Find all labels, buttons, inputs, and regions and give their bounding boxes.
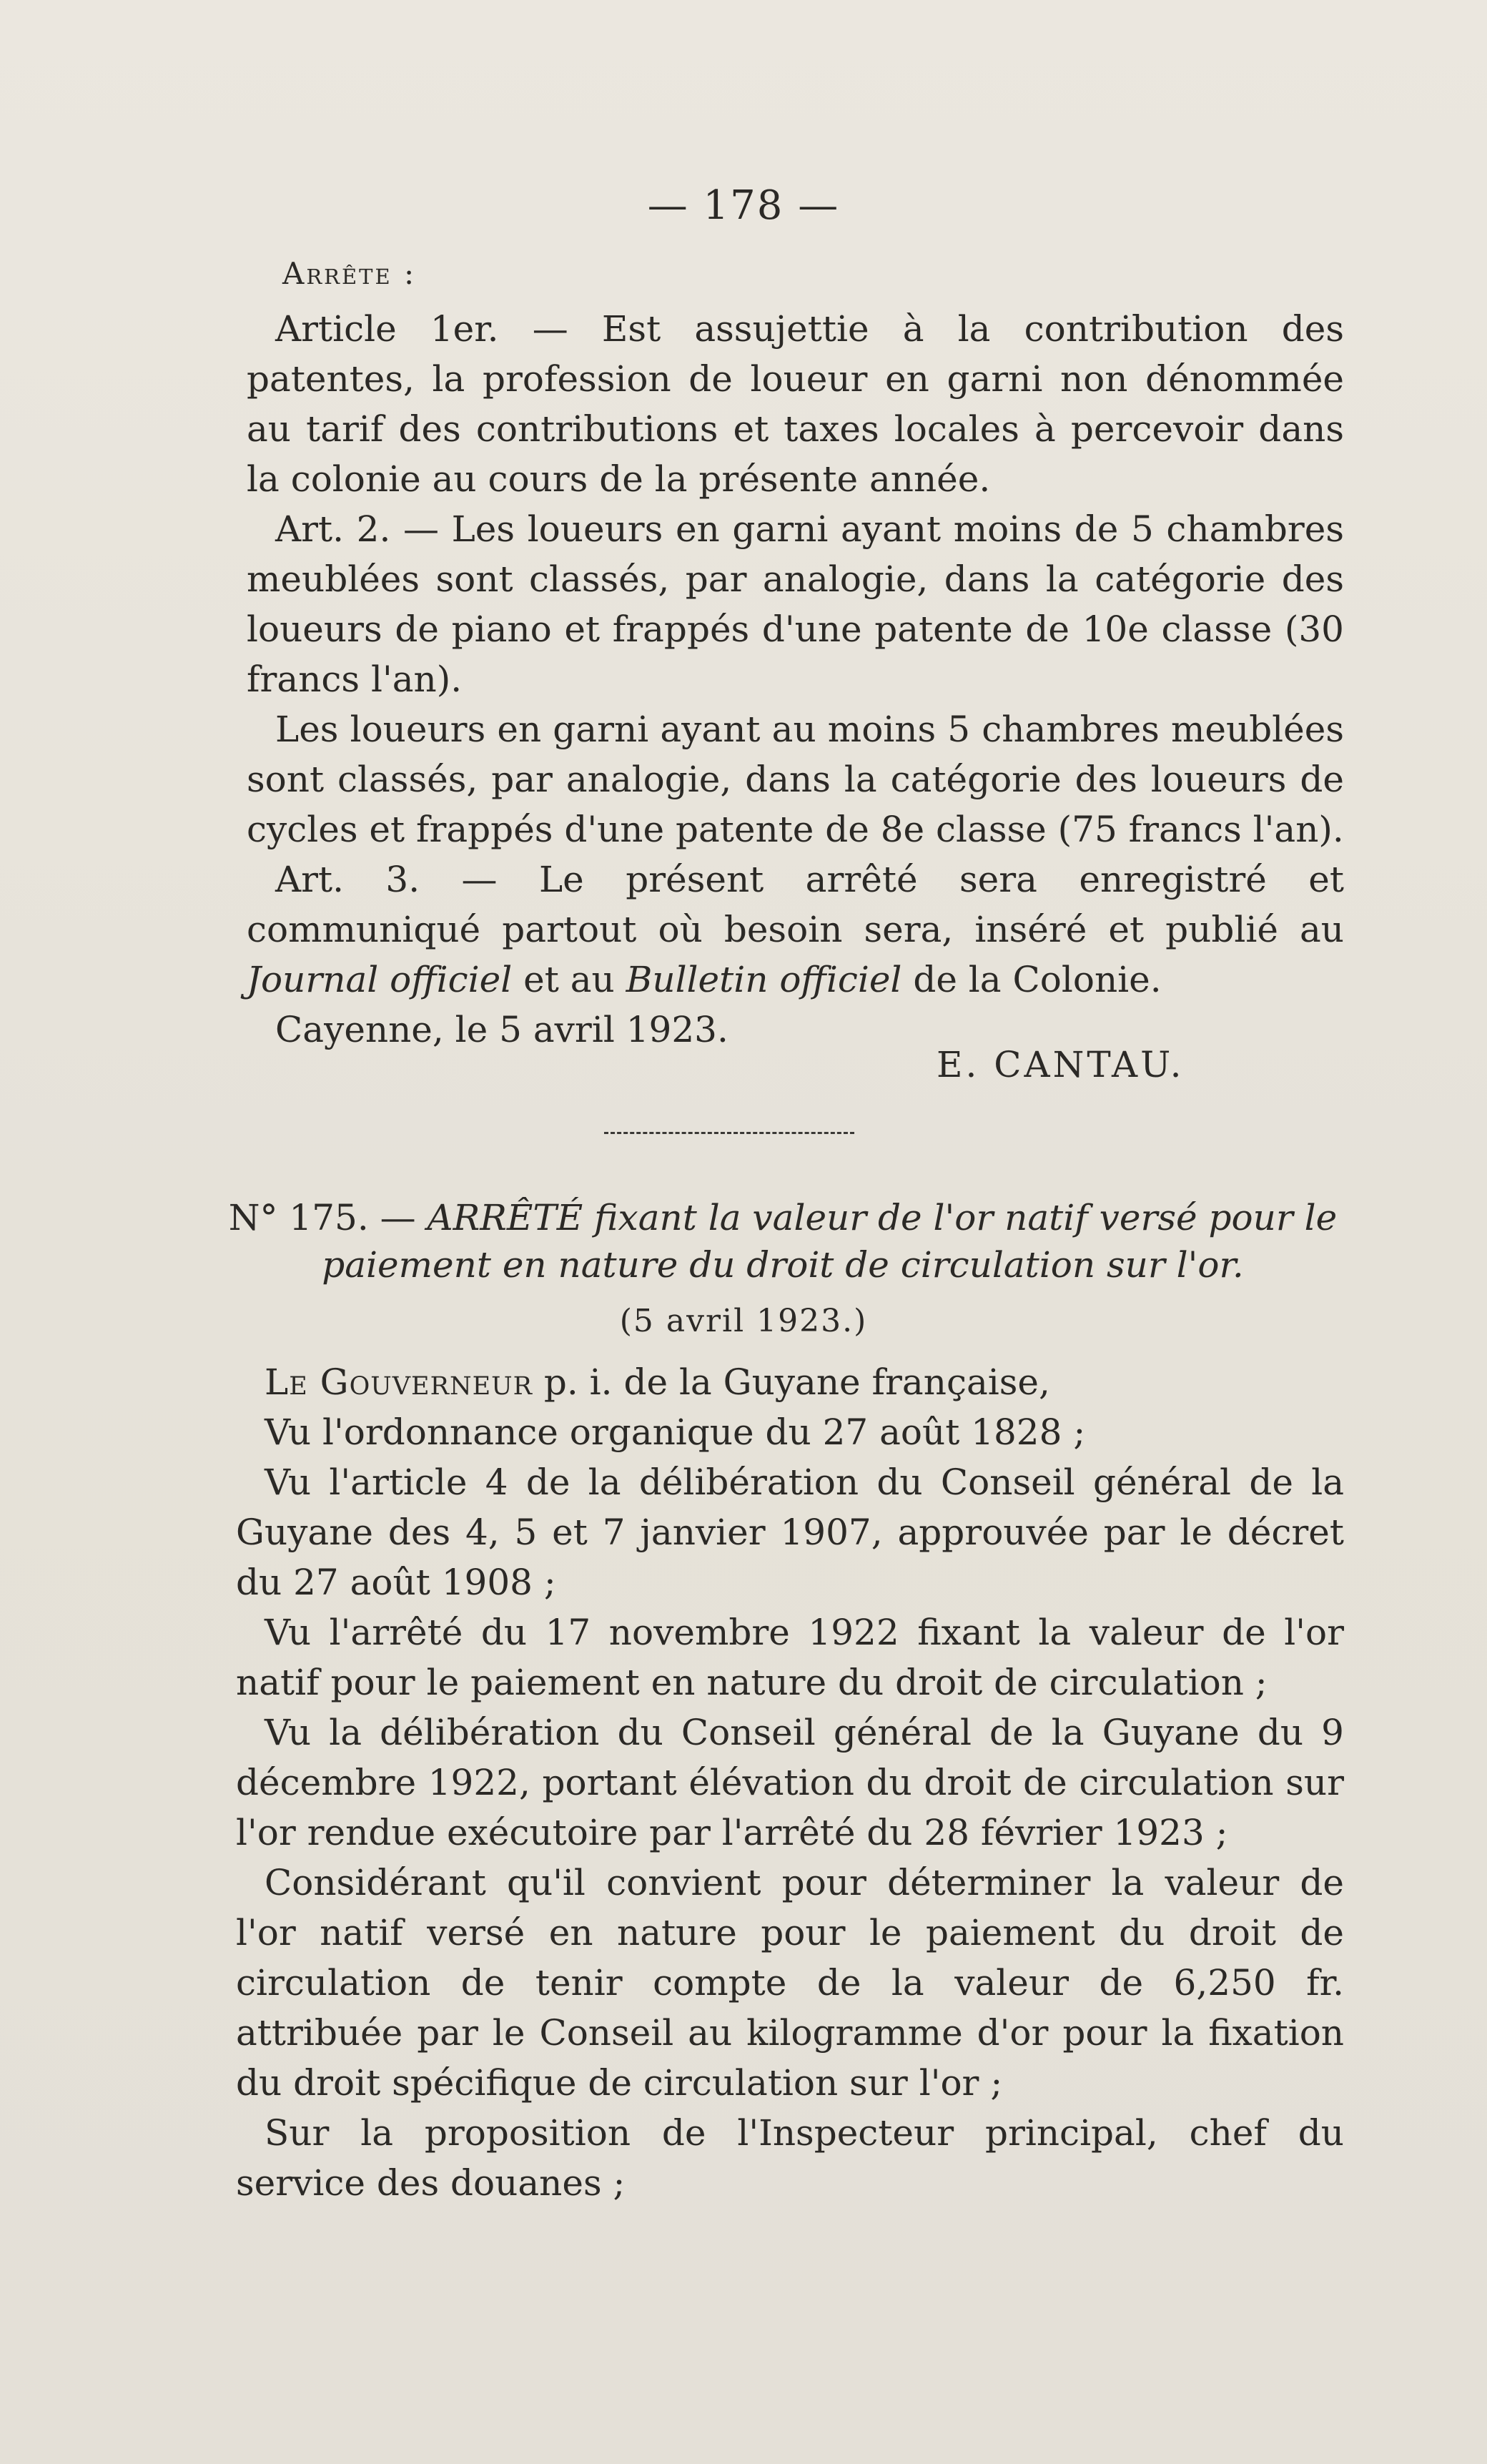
vu-arrete <box>236 1607 1344 1707</box>
article-2b-text: Les loueurs en garni ayant au moins 5 chambres meublées sont classés, par analogie, dans la catégorie des loueurs de cycles et frappés d'une patente de 8e classe (75 francs l'an). <box>247 709 1344 850</box>
article-3-text: Art. 3. — Le présent arrêté sera enregistré et communiqué partout où besoin sera, inséré et publié au <box>247 859 1344 950</box>
section-separator <box>604 1132 854 1134</box>
journal-officiel: Journal officiel <box>247 959 513 1000</box>
article-2 <box>247 504 1344 704</box>
vu-3-text: Vu l'arrêté du 17 novembre 1922 fixant la valeur de l'or natif pour le paiement en nature du droit de circulation ; <box>236 1612 1344 1703</box>
sur-proposition <box>236 2108 1344 2208</box>
bulletin-officiel: Bulletin officiel <box>626 959 902 1000</box>
gouverneur-rest: p. i. de la Guyane française, <box>532 1361 1050 1403</box>
vu-article <box>236 1457 1344 1607</box>
considerant-text: Considérant qu'il convient pour déterminer la valeur de l'or natif versé en nature pour le paiement du droit de circulation de tenir compte de la valeur de 6,250 fr. attribuée par le Conseil au kilogramme d'or pour la fixation du droit spécifique de circulation sur l'or ; <box>236 1862 1344 2104</box>
decree-body <box>236 1357 1344 2208</box>
vu-deliberation <box>236 1707 1344 1858</box>
page-number: — 178 — <box>647 182 840 229</box>
vu-4-text: Vu la délibération du Conseil général de la Guyane du 9 décembre 1922, portant élévation du droit de circulation sur l'or rendue exécutoire par l'arrêté du 28 février 1923 ; <box>236 1712 1344 1853</box>
decree-date: (5 avril 1923.) <box>619 1303 868 1339</box>
considerant <box>236 1858 1344 2108</box>
sur-proposition-text: Sur la proposition de l'Inspecteur principal, chef du service des douanes ; <box>236 2112 1344 2204</box>
signature: E. CANTAU. <box>937 1044 1185 1085</box>
arrete-heading: Arrête : <box>282 256 417 291</box>
article-3-end: de la Colonie. <box>901 959 1162 1000</box>
article-1-text: Article 1er. — Est assujettie à la contribution des patentes, la profession de loueur en garni non dénommée au tarif des contributions et taxes locales à percevoir dans la colonie au cours de la présente année. <box>247 308 1344 500</box>
vu-ordonnance <box>236 1407 1344 1457</box>
vu-1-text: Vu l'ordonnance organique du 27 août 1828 ; <box>265 1411 1086 1453</box>
gouverneur-lead: Le Gouverneur <box>265 1361 533 1403</box>
decree-title-text: ARRÊTÉ fixant la valeur de l'or natif versé pour le paiement en nature du droit de circulation sur l'or. <box>322 1197 1338 1286</box>
vu-2-text: Vu l'article 4 de la délibération du Conseil général de la Guyane des 4, 5 et 7 janvier 1907, approuvée par le décret du 27 août 1908 ; <box>236 1462 1344 1603</box>
article-1 <box>247 304 1344 504</box>
article-2-paragraph-2 <box>247 704 1344 854</box>
decree-number: N° 175. — <box>228 1197 428 1238</box>
decree-title <box>214 1194 1351 1288</box>
gouverneur-line <box>236 1357 1344 1407</box>
article-2-text: Art. 2. — Les loueurs en garni ayant moins de 5 chambres meublées sont classés, par analogie, dans la catégorie des loueurs de piano et frappés d'une patente de 10e classe (30 francs l'an). <box>247 508 1344 700</box>
place-date-text: Cayenne, le 5 avril 1923. <box>275 1009 728 1050</box>
article-3-mid: et au <box>512 959 626 1000</box>
article-3 <box>247 854 1344 1005</box>
arrete-articles <box>247 304 1344 1055</box>
